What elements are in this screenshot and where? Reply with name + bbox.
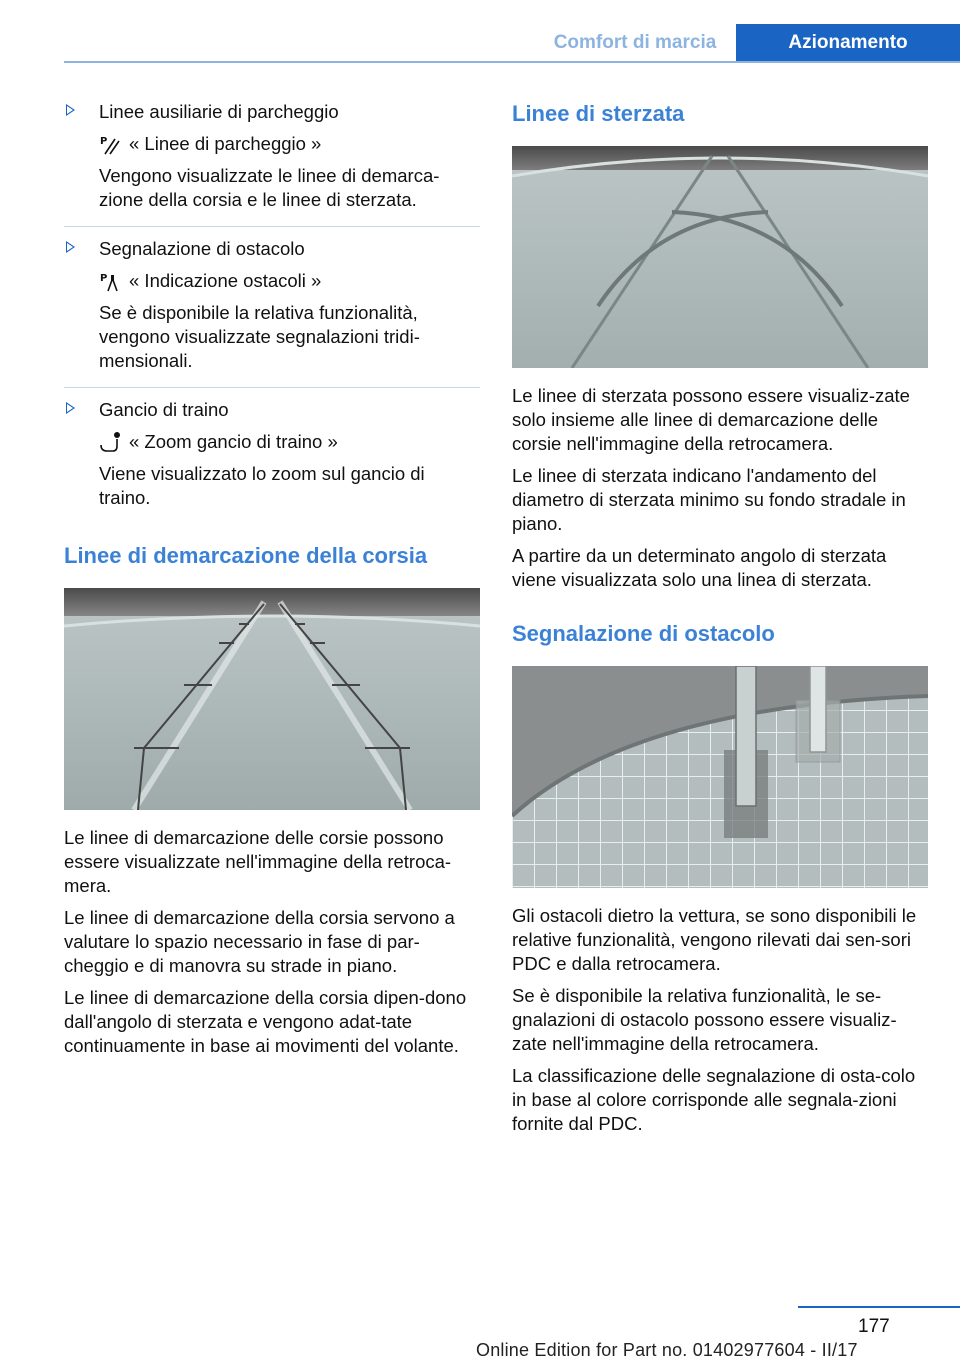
bullet-triangle-icon xyxy=(66,402,75,414)
bullet-triangle-icon xyxy=(66,241,75,253)
svg-text:P: P xyxy=(100,273,108,284)
item-text: Vengono visualizzate le linee di demarca-zione della corsia e le linee di sterzata. xyxy=(99,165,440,210)
menu-label: « Zoom gancio di traino » xyxy=(129,431,338,452)
parking-lines-icon xyxy=(99,133,121,155)
steering-paragraph: Le linee di sterzata possono essere visualiz-zate solo insieme alle linee di demarcazione delle corsie nell'immagine della retrocamera. xyxy=(512,385,910,454)
page-header xyxy=(0,0,960,62)
steering-lines-figure xyxy=(512,146,928,368)
section-tab: Comfort di marcia xyxy=(553,32,717,53)
footer-edition: Online Edition for Part no. 01402977604 - II/17 xyxy=(476,1340,858,1360)
right-column xyxy=(512,100,928,1144)
list-item-parking-lines xyxy=(64,100,480,227)
footer-rule xyxy=(798,1306,960,1308)
steering-paragraph: A partire da un determinato angolo di sterzata viene visualizzata solo una linea di sterzata. xyxy=(512,545,887,590)
lane-paragraph: Le linee di demarcazione della corsia servono a valutare lo spazio necessario in fase di par-cheggio e di manovra su strade in piano. xyxy=(64,907,455,976)
menu-entry xyxy=(99,269,480,293)
svg-text:P: P xyxy=(100,136,108,147)
lane-heading: Linee di demarcazione della corsia xyxy=(64,543,428,568)
obstacle-figure xyxy=(512,666,928,888)
menu-label: « Indicazione ostacoli » xyxy=(129,270,322,291)
obstacle-paragraph: Gli ostacoli dietro la vettura, se sono disponibili le relative funzionalità, vengono rilevati dai sen-sori PDC e dalla retrocamera. xyxy=(512,905,917,974)
menu-entry xyxy=(99,430,480,454)
lane-paragraph: Le linee di demarcazione della corsia dipen-dono dall'angolo di sterzata e vengono adat-tate continuamente in base ai movimenti del volante. xyxy=(64,987,467,1056)
menu-entry xyxy=(99,132,480,156)
obstacle-icon xyxy=(99,270,121,292)
lane-lines-figure xyxy=(64,588,480,810)
steering-paragraph: Le linee di sterzata indicano l'andamento del diametro di sterzata minimo su fondo stradale in piano. xyxy=(512,465,906,534)
tow-hook-icon xyxy=(99,431,121,453)
item-text: Viene visualizzato lo zoom sul gancio di traino. xyxy=(99,463,425,508)
page-number: 177 xyxy=(858,1316,890,1337)
list-item-obstacle xyxy=(64,237,480,388)
lane-paragraph: Le linee di demarcazione delle corsie possono essere visualizzate nell'immagine della retroca-mera. xyxy=(64,827,452,896)
obstacle-paragraph: Se è disponibile la relativa funzionalità, le se-gnalazioni di ostacolo possono essere visualiz-zate nell'immagine della retrocamera. xyxy=(512,985,897,1054)
obstacle-heading: Segnalazione di ostacolo xyxy=(512,621,775,646)
menu-label: « Linee di parcheggio » xyxy=(129,133,322,154)
header-rule xyxy=(64,61,960,63)
steering-heading: Linee di sterzata xyxy=(512,101,685,126)
item-text: Se è disponibile la relativa funzionalità, vengono visualizzate segnalazioni tridi-mensionali. xyxy=(99,302,420,371)
bullet-triangle-icon xyxy=(66,104,75,116)
obstacle-paragraph: La classificazione delle segnalazione di osta-colo in base al colore corrisponde alle segnala-zioni fornite dal PDC. xyxy=(512,1065,916,1134)
item-title: Linee ausiliarie di parcheggio xyxy=(99,101,339,122)
left-column xyxy=(64,100,480,1066)
chapter-tab: Azionamento xyxy=(736,24,960,62)
item-title: Gancio di traino xyxy=(99,399,229,420)
item-title: Segnalazione di ostacolo xyxy=(99,238,305,259)
list-item-tow-hook xyxy=(64,398,480,524)
